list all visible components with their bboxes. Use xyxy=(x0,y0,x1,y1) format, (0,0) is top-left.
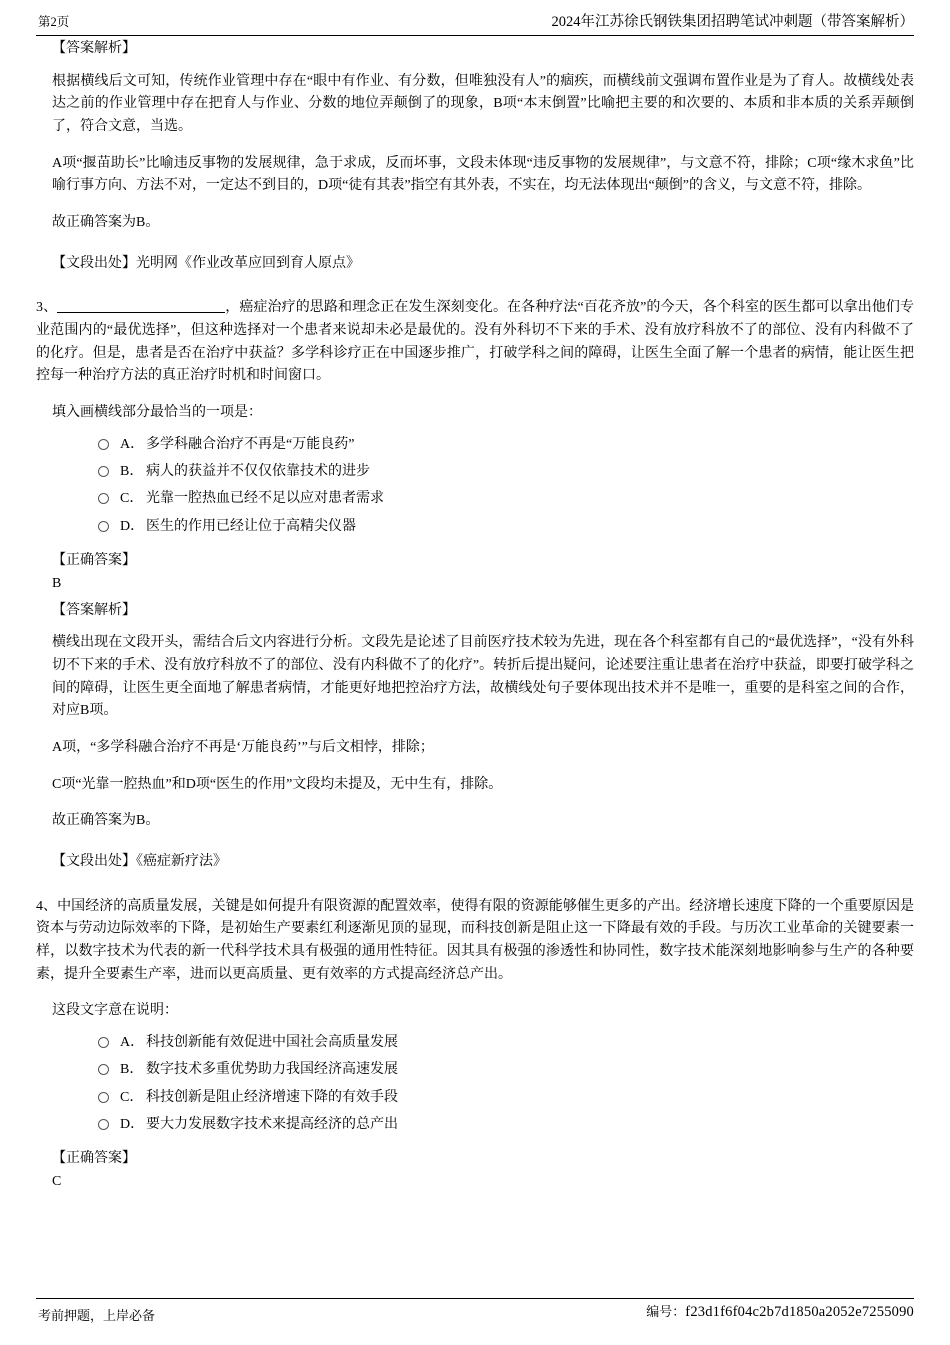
question-3-explain-paragraph-1: 横线出现在文段开头，需结合后文内容进行分析。文段先是论述了目前医疗技术较为先进，现在各个科室都有自己的“最优选择”，“没有外科切不下来的手术、没有放疗科放不了的部位、没有内科做不了的化疗”。转折后提出疑问，论述要注重让患者在治疗中获益，即要打破学科之间的障碍，让医生更全面地了解患者病情，才能更好地把控治疗方法，故横线处句子要体现出技术并不是唯一，重要的是科室之间的合作，对应B项。 xyxy=(52,635,914,719)
question-3-explain-tag: 【答案解析】 xyxy=(52,602,136,618)
footer-divider xyxy=(36,1298,914,1299)
question-4-prompt: 这段文字意在说明： xyxy=(52,1003,178,1019)
option-item[interactable] xyxy=(98,485,914,512)
option-letter: A． xyxy=(120,436,145,452)
footer-code-value: f23d1f6f04c2b7d1850a2052e7255090 xyxy=(685,1304,914,1320)
footer-slogan: 考前押题，上岸必备 xyxy=(38,1308,156,1323)
radio-icon[interactable] xyxy=(98,493,109,504)
option-item[interactable] xyxy=(98,1029,914,1056)
fill-in-blank xyxy=(57,300,225,313)
header-title: 2024年江苏徐氏钢铁集团招聘笔试冲刺题（带答案解析） xyxy=(551,14,914,30)
radio-icon[interactable] xyxy=(98,521,109,532)
prev-source-tag: 【文段出处】光明网《作业改革应回到育人原点》 xyxy=(52,255,360,271)
question-3-number: 3、 xyxy=(36,300,58,316)
prev-explain-paragraph-2: A项“揠苗助长”比喻违反事物的发展规律，急于求成，反而坏事，文段未体现“违反事物的发展规律”，与文意不符，排除；C项“缘木求鱼”比喻行事方向、方法不对，一定达不到目的，D项“徒有其表”指空有其外表，不实在，均无法体现出“颠倒”的含义，与文意不符，排除。 xyxy=(52,155,914,194)
option-letter: C． xyxy=(120,1089,144,1105)
option-label: 医生的作用已经让位于高精尖仪器 xyxy=(146,518,356,534)
option-letter: B． xyxy=(120,1062,144,1078)
option-item[interactable] xyxy=(98,513,914,540)
option-item[interactable] xyxy=(98,1111,914,1138)
header-divider xyxy=(36,35,914,36)
radio-icon[interactable] xyxy=(98,466,109,477)
footer-code-label: 编号： xyxy=(646,1304,686,1319)
question-3-options xyxy=(36,431,914,540)
prev-explain-tag: 【答案解析】 xyxy=(52,41,136,56)
footer-code-group xyxy=(646,1301,914,1321)
option-label: 科技创新能有效促进中国社会高质量发展 xyxy=(146,1035,398,1050)
question-3-answer-value: B xyxy=(52,575,62,591)
option-label: 数字技术多重优势助力我国经济高速发展 xyxy=(146,1062,398,1078)
question-4-number: 4、 xyxy=(36,898,58,914)
option-label: 病人的获益并不仅仅依靠技术的进步 xyxy=(146,464,370,480)
radio-icon[interactable] xyxy=(98,439,109,450)
question-4-answer-value: C xyxy=(52,1173,62,1189)
question-3-prompt: 填入画横线部分最恰当的一项是： xyxy=(52,405,262,421)
question-4-answer-tag: 【正确答案】 xyxy=(52,1151,136,1167)
option-letter: B． xyxy=(120,464,144,480)
option-letter: D． xyxy=(120,1116,145,1132)
question-3-explain-paragraph-4: 故正确答案为B。 xyxy=(52,813,160,829)
document-body xyxy=(36,38,914,1192)
header-page-label: 第2页 xyxy=(38,15,70,29)
radio-icon[interactable] xyxy=(98,1037,109,1048)
question-4-options xyxy=(36,1029,914,1138)
page-footer xyxy=(0,1301,950,1331)
option-letter: D． xyxy=(120,518,145,534)
option-letter: A． xyxy=(120,1035,145,1050)
option-label: 多学科融合治疗不再是“万能良药” xyxy=(146,436,355,452)
option-item[interactable] xyxy=(98,1084,914,1111)
radio-icon[interactable] xyxy=(98,1064,109,1075)
prev-explain-paragraph-1: 根据横线后文可知，传统作业管理中存在“眼中有作业、有分数，但唯独没有人”的痼疾，而横线前文强调布置作业是为了育人。故横线处表达之前的作业管理中存在把育人与作业、分数的地位弄颠倒了的现象，B项“本末倒置”比喻把主要的和次要的、本质和非本质的关系弄颠倒了，符合文意，当选。 xyxy=(52,73,914,135)
question-3-explain-paragraph-2: A项，“多学科融合治疗不再是‘万能良药’”与后文相悖，排除； xyxy=(52,739,434,755)
option-label: 要大力发展数字技术来提高经济的总产出 xyxy=(146,1116,398,1132)
question-3-stem xyxy=(36,297,914,388)
option-item[interactable] xyxy=(98,458,914,485)
question-3-stem-text: ，癌症治疗的思路和理念正在发生深刻变化。在各种疗法“百花齐放”的今天，各个科室的医生都可以拿出他们专业范围内的“最优选择”，但这种选择对一个患者来说却未必是最优的。没有外科切不下来的手术、没有放疗科放不了的部位、没有内科做不了的化疗。但是，患者是否在治疗中获益？多学科诊疗正在中国逐步推广，打破学科之间的障碍，让医生全面了解一个患者的病情，能让医生把控每一种治疗方法的真正治疗时机和时间窗口。 xyxy=(36,300,914,384)
radio-icon[interactable] xyxy=(98,1119,109,1130)
option-letter: C． xyxy=(120,491,144,507)
question-4-stem-text: 中国经济的高质量发展，关键是如何提升有限资源的配置效率，使得有限的资源能够催生更多的产出。经济增长速度下降的一个重要原因是资本与劳动边际效率的下降，是初始生产要素红利逐渐见顶的显现，而科技创新是阻止这一下降最有效的手段。与历次工业革命的关键要素一样，以数字技术为代表的新一代科学技术具有极强的通用性特征。因其具有极强的渗透性和协同性，数字技术能深刻地影响参与生产的各种要素，提升全要素生产率，进而以更高质量、更有效率的方式提高经济总产出。 xyxy=(36,898,915,982)
question-3-source-tag: 【文段出处】《癌症新疗法》 xyxy=(52,853,227,869)
question-3-explain-paragraph-3: C项“光靠一腔热血”和D项“医生的作用”文段均未提及，无中生有，排除。 xyxy=(52,776,503,792)
option-label: 光靠一腔热血已经不足以应对患者需求 xyxy=(146,491,384,507)
option-label: 科技创新是阻止经济增速下降的有效手段 xyxy=(146,1089,398,1105)
option-item[interactable] xyxy=(98,1056,914,1083)
question-3-answer-tag: 【正确答案】 xyxy=(52,552,136,568)
page-header xyxy=(0,10,950,36)
prev-explain-paragraph-3: 故正确答案为B。 xyxy=(52,215,160,231)
option-item[interactable] xyxy=(98,431,914,458)
radio-icon[interactable] xyxy=(98,1092,109,1103)
question-4-stem xyxy=(36,896,914,987)
